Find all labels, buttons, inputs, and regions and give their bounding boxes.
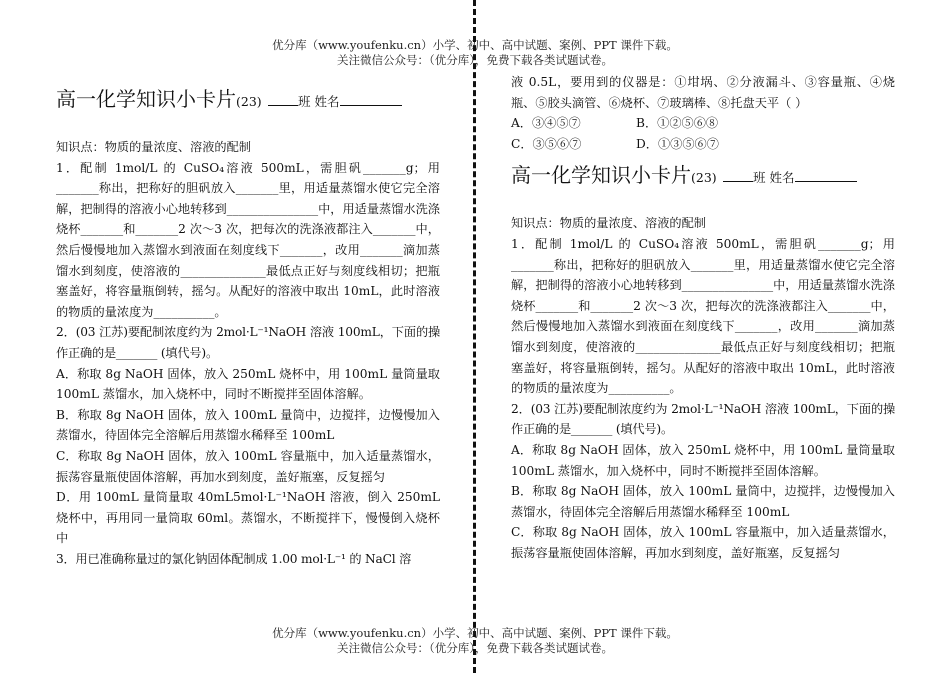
question-3-continued: 液 0.5L，要用到的仪器是：①坩埚、②分液漏斗、③容量瓶、④烧瓶、⑤胶头滴管、⑥烧杯、⑦玻璃棒、⑧托盘天平（ ） bbox=[511, 75, 895, 110]
card-title bbox=[56, 84, 440, 117]
question-3-option-b: B．①②⑤⑥⑧ bbox=[636, 116, 719, 131]
fold-line bbox=[473, 0, 476, 673]
card-title-repeat bbox=[511, 160, 895, 193]
question-2-option-c: C．称取 8g NaOH 固体，放入 100mL 容量瓶中，加入适量蒸馏水，振荡容量瓶使固体溶解，再加水到刻度，盖好瓶塞，反复摇匀 bbox=[56, 448, 440, 484]
card-title-text: 高一化学知识小卡片 bbox=[56, 87, 236, 111]
question-2-option-c: C．称取 8g NaOH 固体，放入 100mL 容量瓶中，加入适量蒸馏水，振荡容量瓶使固体溶解，再加水到刻度，盖好瓶塞，反复摇匀 bbox=[511, 525, 895, 560]
class-blank[interactable] bbox=[723, 166, 753, 182]
question-1: 1．配制 1mol/L 的 CuSO₄溶液 500mL，需胆矾_______g；用_______称出，把称好的胆矾放入_______里，用适量蒸馏水使它完全溶解，把制得的溶液小心地转移到_______________中，用适量蒸馏水洗涤烧杯_______和_______2 次～3 次，把每次的洗涤液都注入_______中，然后慢慢地加入蒸馏水到液面在刻度线下_______，改用_______滴加蒸馏水到刻度，使溶液的______________最低点正好与刻度线相切；把瓶塞盖好，将容量瓶倒转，摇匀。从配好的溶液中取出 10mL，此时溶液的物质的量浓度为__________。 bbox=[56, 160, 440, 319]
footer-line-2: 关注微信公众号：（优分库），免费下载各类试题试卷。 bbox=[337, 641, 613, 655]
right-card bbox=[511, 72, 895, 563]
question-3-option-a: A．③④⑤⑦ bbox=[511, 116, 581, 131]
left-card bbox=[56, 84, 440, 569]
footer-line-1: 优分库（www.youfenku.cn）小学、初中、高中试题、案例、PPT 课件下载。 bbox=[272, 626, 678, 640]
page-footer bbox=[0, 626, 950, 656]
card-number: (23) bbox=[691, 170, 717, 186]
question-2: 2．(03 江苏)要配制浓度约为 2mol·L⁻¹NaOH 溶液 100mL，下面的操作正确的是_______ (填代号)。 bbox=[56, 325, 440, 360]
question-3-options-row-1 bbox=[511, 113, 895, 134]
question-3-options-row-2 bbox=[511, 134, 895, 155]
class-name-label: 班 姓名 bbox=[753, 170, 795, 186]
question-2-option-a: A．称取 8g NaOH 固体，放入 250mL 烧杯中，用 100mL 量筒量取 100mL 蒸馏水，加入烧杯中，同时不断搅拌至固体溶解。 bbox=[56, 366, 440, 402]
class-blank[interactable] bbox=[268, 90, 298, 106]
question-2-option-a: A．称取 8g NaOH 固体，放入 250mL 烧杯中，用 100mL 量筒量取 100mL 蒸馏水，加入烧杯中，同时不断搅拌至固体溶解。 bbox=[511, 442, 895, 478]
card-title-text: 高一化学知识小卡片 bbox=[511, 163, 691, 188]
header-line-1: 优分库（www.youfenku.cn）小学、初中、高中试题、案例、PPT 课件下载。 bbox=[272, 38, 678, 52]
question-2: 2．(03 江苏)要配制浓度约为 2mol·L⁻¹NaOH 溶液 100mL，下面的操作正确的是_______ (填代号)。 bbox=[511, 401, 895, 437]
question-3-option-c: C．③⑤⑥⑦ bbox=[511, 136, 582, 151]
question-3-option-d: D．①③⑤⑥⑦ bbox=[636, 136, 719, 151]
question-2-option-b: B．称取 8g NaOH 固体，放入 100mL 量筒中，边搅拌，边慢慢加入蒸馏水，待固体完全溶解后用蒸馏水稀释至 100mL bbox=[56, 407, 440, 443]
question-1: 1．配制 1mol/L 的 CuSO₄溶液 500mL，需胆矾_______g；用_______称出，把称好的胆矾放入_______里，用适量蒸馏水使它完全溶解，把制得的溶液小心地转移到_______________中，用适量蒸馏水洗涤烧杯_______和_______2 次～3 次，把每次的洗涤液都注入_______中，然后慢慢地加入蒸馏水到液面在刻度线下_______，改用_______滴加蒸馏水到刻度，使溶液的______________最低点正好与刻度线相切；把瓶塞盖好，将容量瓶倒转，摇匀。从配好的溶液中取出 10mL，此时溶液的物质的量浓度为__________。 bbox=[511, 236, 895, 396]
question-2-option-d: D．用 100mL 量筒量取 40mL5mol·L⁻¹NaOH 溶液，倒入 250mL 烧杯中，再用同一量筒取 60ml。蒸馏水，不断搅拌下，慢慢倒入烧杯中 bbox=[56, 490, 440, 546]
name-blank[interactable] bbox=[795, 166, 857, 182]
question-2-option-b: B．称取 8g NaOH 固体，放入 100mL 量筒中，边搅拌，边慢慢加入蒸馏水，待固体完全溶解后用蒸馏水稀释至 100mL bbox=[511, 484, 895, 519]
question-3-start: 3．用已准确称量过的氯化钠固体配制成 1.00 mol·L⁻¹ 的 NaCl 溶 bbox=[56, 551, 412, 566]
topic-line: 知识点：物质的量浓度、溶液的配制 bbox=[511, 216, 706, 231]
class-name-label: 班 姓名 bbox=[298, 94, 340, 109]
header-line-2: 关注微信公众号：（优分库），免费下载各类试题试卷。 bbox=[337, 53, 613, 67]
card-number: (23) bbox=[236, 94, 262, 109]
name-blank[interactable] bbox=[340, 90, 402, 106]
topic-line: 知识点：物质的量浓度、溶液的配制 bbox=[56, 140, 251, 154]
